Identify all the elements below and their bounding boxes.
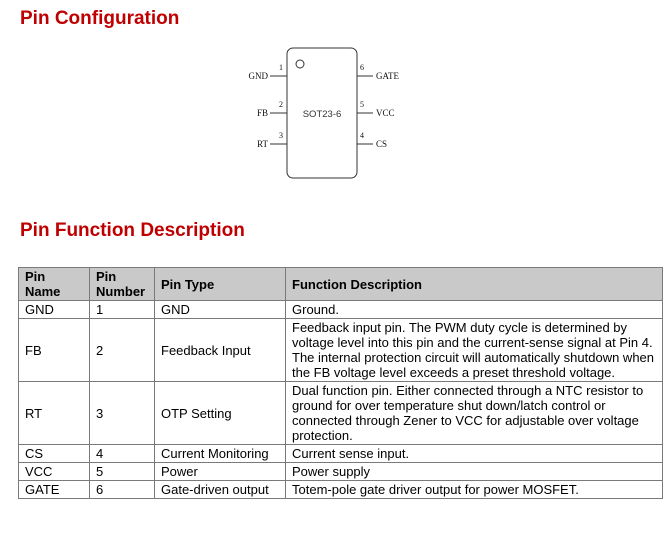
pin-configuration-heading: Pin Configuration (20, 8, 180, 29)
cell-pin-name: RT (19, 382, 90, 445)
table-row (19, 319, 663, 382)
pin-4-number: 4 (360, 131, 364, 140)
cell-pin-number: 5 (90, 463, 155, 481)
cell-pin-name: GND (19, 301, 90, 319)
table-row (19, 301, 663, 319)
pin-6-number: 6 (360, 63, 364, 72)
table-row (19, 382, 663, 445)
pin-6-name: GATE (376, 71, 399, 81)
pin-5-name: VCC (376, 108, 395, 118)
pin-function-description-heading: Pin Function Description (20, 220, 245, 241)
sot23-6-pinout-diagram (240, 40, 430, 190)
cell-function-description: Current sense input. (286, 445, 663, 463)
cell-pin-number: 1 (90, 301, 155, 319)
cell-pin-type: Current Monitoring (155, 445, 286, 463)
cell-function-description: Totem-pole gate driver output for power MOSFET. (286, 481, 663, 499)
cell-function-description: Power supply (286, 463, 663, 481)
right-pins (357, 63, 399, 149)
header-function-description: Function Description (286, 268, 663, 301)
pin-4-name: CS (376, 139, 388, 149)
cell-function-description: Ground. (286, 301, 663, 319)
table-row (19, 445, 663, 463)
table-row (19, 463, 663, 481)
cell-pin-number: 4 (90, 445, 155, 463)
pin-1-number: 1 (279, 63, 283, 72)
cell-pin-name: VCC (19, 463, 90, 481)
cell-pin-type: Power (155, 463, 286, 481)
header-pin-name: Pin Name (19, 268, 90, 301)
cell-pin-number: 3 (90, 382, 155, 445)
cell-pin-number: 2 (90, 319, 155, 382)
pin-3-number: 3 (279, 131, 283, 140)
header-pin-type: Pin Type (155, 268, 286, 301)
pin-2-name: FB (256, 108, 268, 118)
pin-2-number: 2 (279, 100, 283, 109)
pin-5-number: 5 (360, 100, 364, 109)
cell-function-description: Feedback input pin. The PWM duty cycle is determined by voltage level into this pin and the current-sense signal at Pin 4. The internal protection circuit will automatically shutdown when the FB voltage level exceeds a preset threshold voltage. (286, 319, 663, 382)
table-header-row (19, 268, 663, 301)
cell-pin-number: 6 (90, 481, 155, 499)
cell-pin-type: OTP Setting (155, 382, 286, 445)
pin-function-table (18, 267, 663, 499)
table-row (19, 481, 663, 499)
cell-pin-type: Gate-driven output (155, 481, 286, 499)
left-pins (249, 63, 288, 149)
pin-1-name: GND (248, 71, 268, 81)
pin-3-name: RT (257, 139, 268, 149)
package-label: SOT23-6 (302, 109, 342, 120)
header-pin-number: Pin Number (90, 268, 155, 301)
cell-pin-type: GND (155, 301, 286, 319)
cell-pin-type: Feedback Input (155, 319, 286, 382)
cell-pin-name: FB (19, 319, 90, 382)
cell-pin-name: GATE (19, 481, 90, 499)
cell-pin-name: CS (19, 445, 90, 463)
cell-function-description: Dual function pin. Either connected through a NTC resistor to ground for over temperature shut down/latch control or connected through Zener to VCC for adjustable over voltage protection. (286, 382, 663, 445)
